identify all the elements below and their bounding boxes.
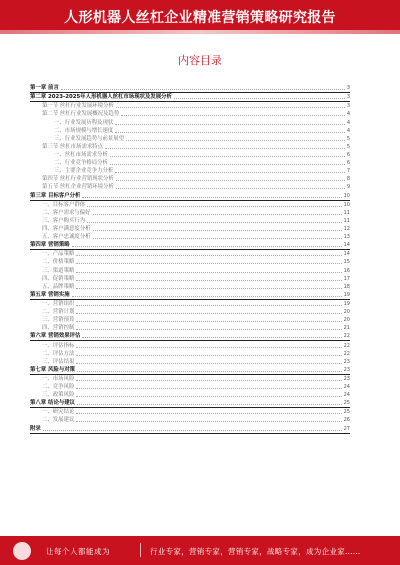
toc-leader-dots bbox=[82, 197, 341, 198]
toc-entry-text: 一、丝杠市场需求分析 bbox=[54, 151, 108, 158]
toc-entry-text: 一、行业发展历程及现状 bbox=[54, 119, 114, 126]
toc-leader-dots bbox=[76, 280, 341, 281]
toc-leader-dots bbox=[116, 107, 345, 108]
toc-entry[interactable] bbox=[30, 358, 350, 366]
footer-divider bbox=[140, 543, 141, 557]
toc-entry-page: 10 bbox=[343, 192, 350, 199]
toc-leader-dots bbox=[115, 132, 345, 133]
toc-entry-page: 13 bbox=[343, 234, 350, 241]
toc-leader-dots bbox=[76, 329, 341, 330]
toc-entry-page: 14 bbox=[343, 242, 350, 249]
toc-entry-text: 三、主要企业竞争力分析 bbox=[54, 168, 114, 175]
toc-entry-page: 4 bbox=[346, 119, 350, 126]
toc-entry-page: 3 bbox=[346, 94, 350, 101]
toc-entry-page: 6 bbox=[346, 151, 350, 158]
toc-entry-page: 4 bbox=[346, 127, 350, 134]
toc-entry-text: 二、市场规模与增长速度 bbox=[54, 127, 114, 134]
toc-entry[interactable] bbox=[30, 209, 350, 217]
toc-entry-page: 7 bbox=[346, 168, 350, 175]
toc-entry-text: 一、评估指标 bbox=[42, 342, 75, 349]
toc-entry-text: 二、评估方法 bbox=[42, 350, 75, 357]
toc-entry-text: 三、政策风险 bbox=[42, 392, 75, 399]
toc-leader-dots bbox=[77, 404, 342, 405]
footer-tagline: 行业专家，营销专家，营销专家，战略专家，成为企业家…… bbox=[150, 547, 361, 556]
toc-entry[interactable] bbox=[30, 275, 350, 283]
toc-entry-text: 四、促销策略 bbox=[42, 275, 75, 282]
toc-entry-page: 21 bbox=[343, 325, 350, 332]
toc-entry-text: 附录 bbox=[30, 425, 41, 432]
report-title: 人形机器人丝杠企业精准营销策略研究报告 bbox=[64, 10, 336, 26]
toc-entry-page: 23 bbox=[343, 366, 350, 373]
toc-entry-page: 24 bbox=[343, 384, 350, 391]
toc-entry[interactable] bbox=[30, 283, 350, 291]
toc-entry-page: 9 bbox=[346, 184, 350, 191]
toc-entry-text: 第五章 营销实施 bbox=[30, 291, 70, 298]
toc-entry[interactable] bbox=[30, 225, 350, 233]
toc-entry-text: 二、发展建议 bbox=[42, 417, 75, 424]
toc-entry-text: 第一章 前言 bbox=[30, 85, 59, 92]
brand-logo-icon bbox=[13, 542, 31, 560]
toc-entry[interactable] bbox=[30, 350, 350, 358]
toc-leader-dots bbox=[174, 98, 345, 99]
toc-leader-dots bbox=[76, 396, 341, 397]
toc-entry-page: 6 bbox=[346, 160, 350, 167]
toc-entry-text: 一、市场风险 bbox=[42, 375, 75, 382]
toc-entry[interactable] bbox=[30, 167, 350, 175]
toc-entry-page: 3 bbox=[346, 103, 350, 110]
toc-entry-text: 一、产品策略 bbox=[42, 251, 75, 258]
toc-leader-dots bbox=[93, 238, 342, 239]
toc-entry-page: 16 bbox=[343, 267, 350, 274]
toc-entry-page: 4 bbox=[346, 111, 350, 118]
toc-entry-text: 四、客户满意度分析 bbox=[42, 225, 91, 232]
toc-entry-text: 二、价格策略 bbox=[42, 259, 75, 266]
toc-entry[interactable] bbox=[30, 316, 350, 324]
toc-entry[interactable] bbox=[30, 183, 350, 191]
toc-entry-text: 第八章 结论与建议 bbox=[30, 400, 76, 407]
toc-entry-page: 5 bbox=[346, 135, 350, 142]
toc-leader-dots bbox=[76, 421, 341, 422]
toc-entry[interactable] bbox=[30, 324, 350, 332]
toc-leader-dots bbox=[93, 214, 342, 215]
toc-leader-dots bbox=[76, 347, 341, 348]
toc-entry-page: 27 bbox=[343, 425, 350, 432]
toc-leader-dots bbox=[76, 388, 341, 389]
toc-entry-page: 26 bbox=[343, 417, 350, 424]
toc-entry[interactable] bbox=[30, 135, 350, 143]
toc-entry-page: 3 bbox=[346, 85, 350, 92]
toc-entry-text: 第六章 营销效果评估 bbox=[30, 333, 81, 340]
toc-entry-text: 第四节 丝杠行业营销现状分析 bbox=[42, 176, 114, 183]
toc-leader-dots bbox=[76, 380, 341, 381]
toc-entry-page: 25 bbox=[343, 409, 350, 416]
toc-entry[interactable] bbox=[30, 233, 350, 241]
toc-leader-dots bbox=[87, 206, 341, 207]
toc-entry-page: 11 bbox=[343, 217, 350, 224]
toc-entry[interactable] bbox=[30, 151, 350, 159]
toc-entry[interactable] bbox=[30, 258, 350, 266]
toc-leader-dots bbox=[76, 272, 341, 273]
toc-leader-dots bbox=[72, 246, 342, 247]
toc-entry-text: 二、竞争风险 bbox=[42, 384, 75, 391]
toc-leader-dots bbox=[87, 222, 341, 223]
toc-entry[interactable] bbox=[30, 175, 350, 183]
toc-entry-text: 二、营销计划 bbox=[42, 309, 75, 316]
toc-entry[interactable] bbox=[30, 93, 350, 102]
toc-leader-dots bbox=[76, 363, 341, 364]
toc-entry-text: 第一节 丝杠行业发展环境分析 bbox=[42, 103, 114, 110]
toc-leader-dots bbox=[76, 355, 341, 356]
toc-entry-text: 二、客户需求与偏好 bbox=[42, 209, 91, 216]
toc-entry[interactable] bbox=[30, 127, 350, 135]
toc-entry[interactable] bbox=[30, 102, 350, 110]
toc-entry[interactable] bbox=[30, 399, 350, 408]
report-footer bbox=[0, 536, 400, 565]
toc-leader-dots bbox=[93, 230, 342, 231]
toc-entry-text: 一、营销组织 bbox=[42, 300, 75, 307]
toc-entry-page: 14 bbox=[343, 251, 350, 258]
toc-entry-page: 22 bbox=[343, 342, 350, 349]
toc-entry-text: 第五节 丝杠企业营销环境分析 bbox=[42, 184, 114, 191]
toc-entry[interactable] bbox=[30, 332, 350, 341]
toc-leader-dots bbox=[77, 371, 342, 372]
toc-entry[interactable] bbox=[30, 408, 350, 416]
toc-entry-page: 18 bbox=[343, 283, 350, 290]
toc-entry-text: 二、行业竞争格局分析 bbox=[54, 160, 108, 167]
toc-entry-text: 五、品牌策略 bbox=[42, 283, 75, 290]
toc-entry-page: 20 bbox=[343, 317, 350, 324]
toc-leader-dots bbox=[115, 172, 345, 173]
toc-entry[interactable] bbox=[30, 291, 350, 300]
toc-entry-text: 三、评估结果 bbox=[42, 358, 75, 365]
toc-entry[interactable] bbox=[30, 341, 350, 349]
toc-entry[interactable] bbox=[30, 366, 350, 375]
toc-entry[interactable] bbox=[30, 416, 350, 424]
toc-entry[interactable] bbox=[30, 308, 350, 316]
toc-entry-page: 22 bbox=[343, 350, 350, 357]
toc-leader-dots bbox=[61, 89, 345, 90]
toc-entry-text: 五、客户忠诚度分析 bbox=[42, 234, 91, 241]
toc-entry-page: 23 bbox=[343, 358, 350, 365]
toc-entry-page: 19 bbox=[343, 300, 350, 307]
toc-entry[interactable] bbox=[30, 191, 350, 200]
toc-entry-page: 25 bbox=[343, 400, 350, 407]
toc-entry-text: 第二章 2023-2025年人形机器人丝杠市场现状及发展分析 bbox=[30, 94, 172, 101]
toc-leader-dots bbox=[121, 115, 345, 116]
toc-entry-text: 一、研究结论 bbox=[42, 409, 75, 416]
toc-entry-page: 11 bbox=[343, 209, 350, 216]
toc-entry[interactable] bbox=[30, 250, 350, 258]
toc-entry-page: 12 bbox=[343, 225, 350, 232]
toc-leader-dots bbox=[116, 188, 345, 189]
toc-leader-dots bbox=[76, 413, 341, 414]
toc-leader-dots bbox=[76, 263, 341, 264]
toc-entry-text: 第七章 风险与对策 bbox=[30, 366, 76, 373]
table-of-contents bbox=[30, 84, 350, 524]
toc-entry-text: 第三节 丝杠市场需求特点 bbox=[42, 143, 104, 150]
toc-entry-text: 三、行业发展趋势与前景展望 bbox=[54, 135, 125, 142]
toc-entry-text: 三、营销预算 bbox=[42, 317, 75, 324]
toc-entry-page: 5 bbox=[346, 143, 350, 150]
toc-entry[interactable] bbox=[30, 201, 350, 209]
toc-entry-page: 23 bbox=[343, 375, 350, 382]
toc-leader-dots bbox=[76, 255, 341, 256]
toc-entry-text: 一、目标客户群体 bbox=[42, 201, 86, 208]
toc-entry-page: 15 bbox=[343, 259, 350, 266]
toc-entry[interactable] bbox=[30, 84, 350, 93]
toc-entry[interactable] bbox=[30, 217, 350, 225]
toc-entry-text: 第四章 营销策略 bbox=[30, 242, 70, 249]
toc-entry-page: 22 bbox=[343, 333, 350, 340]
toc-entry[interactable] bbox=[30, 159, 350, 167]
toc-leader-dots bbox=[76, 313, 341, 314]
toc-entry-page: 24 bbox=[343, 392, 350, 399]
toc-entry[interactable] bbox=[30, 375, 350, 383]
toc-leader-dots bbox=[72, 296, 342, 297]
toc-entry[interactable] bbox=[30, 391, 350, 399]
toc-leader-dots bbox=[82, 337, 341, 338]
header-highlight-band bbox=[0, 30, 400, 34]
toc-entry-page: 17 bbox=[343, 275, 350, 282]
toc-entry-text: 三、客户购买行为 bbox=[42, 217, 86, 224]
toc-leader-dots bbox=[105, 148, 345, 149]
toc-entry-page: 10 bbox=[343, 201, 350, 208]
toc-leader-dots bbox=[115, 124, 345, 125]
toc-leader-dots bbox=[126, 140, 345, 141]
toc-entry[interactable] bbox=[30, 110, 350, 118]
toc-leader-dots bbox=[76, 321, 341, 322]
toc-entry[interactable] bbox=[30, 241, 350, 250]
toc-entry[interactable] bbox=[30, 118, 350, 126]
toc-leader-dots bbox=[76, 288, 341, 289]
toc-entry[interactable] bbox=[30, 266, 350, 274]
toc-entry-text: 三、渠道策略 bbox=[42, 267, 75, 274]
toc-leader-dots bbox=[116, 180, 345, 181]
toc-leader-dots bbox=[110, 156, 345, 157]
toc-entry[interactable] bbox=[30, 300, 350, 308]
toc-leader-dots bbox=[43, 430, 342, 431]
toc-entry-page: 19 bbox=[343, 291, 350, 298]
toc-entry-page: 8 bbox=[346, 176, 350, 183]
toc-title: 内容目录 bbox=[178, 54, 222, 67]
toc-entry-text: 第二节 丝杠行业发展概况及趋势 bbox=[42, 111, 120, 118]
toc-entry[interactable] bbox=[30, 143, 350, 151]
toc-leader-dots bbox=[110, 164, 345, 165]
toc-entry[interactable] bbox=[30, 424, 350, 433]
toc-entry-text: 四、营销控制 bbox=[42, 325, 75, 332]
toc-leader-dots bbox=[76, 305, 341, 306]
toc-entry[interactable] bbox=[30, 383, 350, 391]
footer-slogan: 让每个人都能成为 bbox=[46, 547, 110, 556]
report-header bbox=[0, 0, 400, 34]
toc-entry-page: 20 bbox=[343, 309, 350, 316]
toc-entry-text: 第三章 目标客户分析 bbox=[30, 192, 81, 199]
